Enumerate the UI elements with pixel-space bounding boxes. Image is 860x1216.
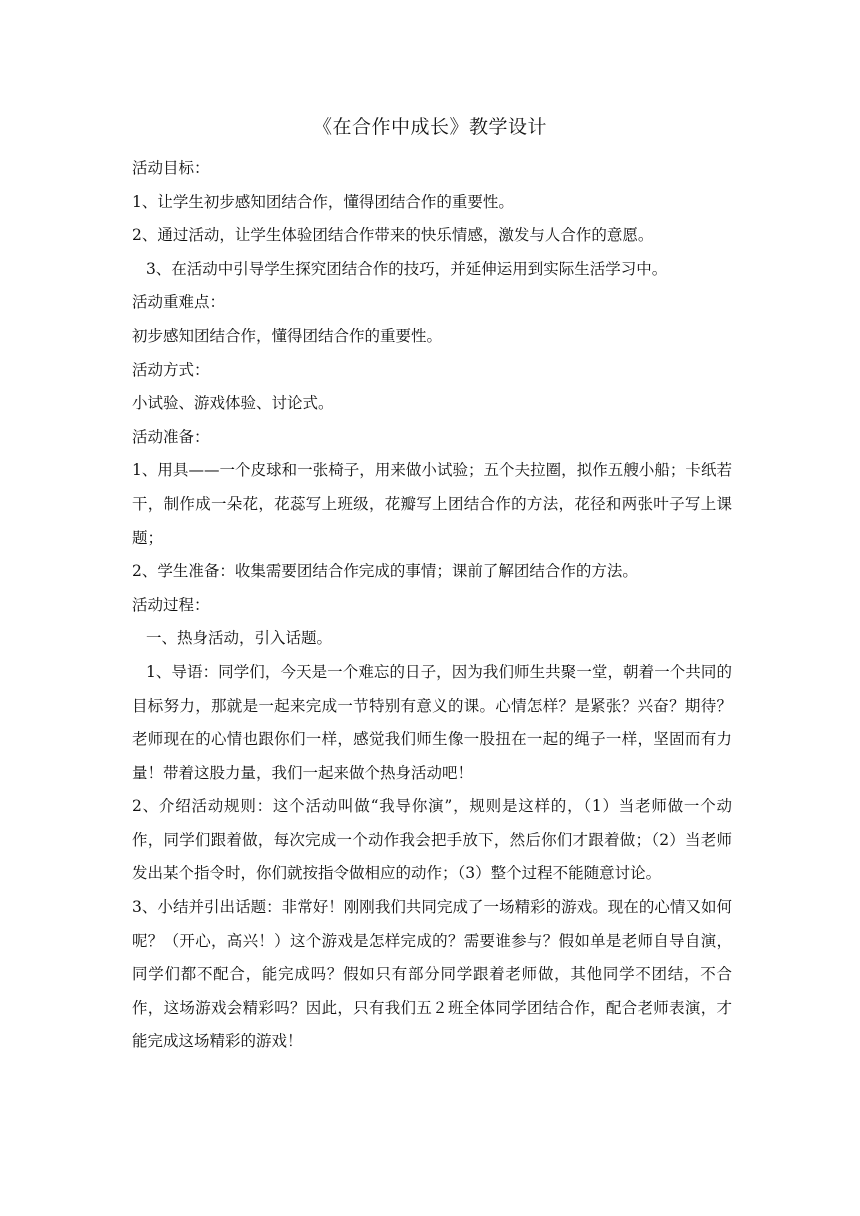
document-body — [132, 152, 732, 1059]
document-title: 《在合作中成长》教学设计 — [312, 116, 547, 138]
preparation-item-1: 1、用具——一个皮球和一张椅子，用来做小试验；五个夫拉圈，拟作五艘小船；卡纸若干，制作成一朵花，花蕊写上班级，花瓣写上团结合作的方法，花径和两张叶子写上课题； — [132, 461, 732, 547]
process-paragraph-rules: 2、介绍活动规则：这个活动叫做“我导你演”，规则是这样的，（1）当老师做一个动作，同学们跟着做，每次完成一个动作我会把手放下，然后你们才跟着做；（2）当老师发出某个指令时，你们就按指令做相应的动作；（3）整个过程不能随意讨论。 — [132, 797, 732, 883]
preparation-item-2: 2、学生准备：收集需要团结合作完成的事情；课前了解团结合作的方法。 — [132, 562, 638, 581]
section-heading-preparation: 活动准备： — [132, 427, 210, 446]
key-points-text: 初步感知团结合作，懂得团结合作的重要性。 — [132, 326, 443, 345]
section-heading-key-points: 活动重难点： — [132, 293, 226, 312]
section-heading-objectives: 活动目标： — [132, 159, 210, 177]
objective-item-3: 3、在活动中引导学生探究团结合作的技巧，并延伸运用到实际生活学习中。 — [145, 259, 668, 278]
section-heading-methods: 活动方式： — [132, 360, 210, 379]
objective-item-2: 2、通过活动，让学生体验团结合作带来的快乐情感，激发与人合作的意愿。 — [132, 226, 654, 245]
process-paragraph-summary: 3、小结并引出话题：非常好！刚刚我们共同完成了一场精彩的游戏。现在的心情又如何呢？（开心，高兴！）这个游戏是怎样完成的？需要谁参与？假如单是老师自导自演，同学们都不配合，能完成吗？假如只有部分同学跟着老师做，其他同学不团结，不合作，这场游戏会精彩吗？因此，只有我们五２班全体同学团结合作，配合老师表演，才能完成这场精彩的游戏！ — [132, 898, 732, 1051]
objective-item-1: 1、让学生初步感知团结合作，懂得团结合作的重要性。 — [132, 192, 514, 211]
section-heading-process: 活动过程： — [132, 595, 210, 614]
process-step-heading: 一、热身活动，引入话题。 — [145, 629, 332, 648]
process-paragraph-intro: 1、导语：同学们，今天是一个难忘的日子，因为我们师生共聚一堂，朝着一个共同的目标努力，那就是一起来完成一节特别有意义的课。心情怎样？是紧张？兴奋？期待？老师现在的心情也跟你们一样，感觉我们师生像一股扭在一起的绳子一样，坚固而有力量！带着这股力量，我们一起来做个热身活动吧！ — [132, 662, 732, 782]
methods-text: 小试验、游戏体验、讨论式。 — [132, 394, 334, 413]
